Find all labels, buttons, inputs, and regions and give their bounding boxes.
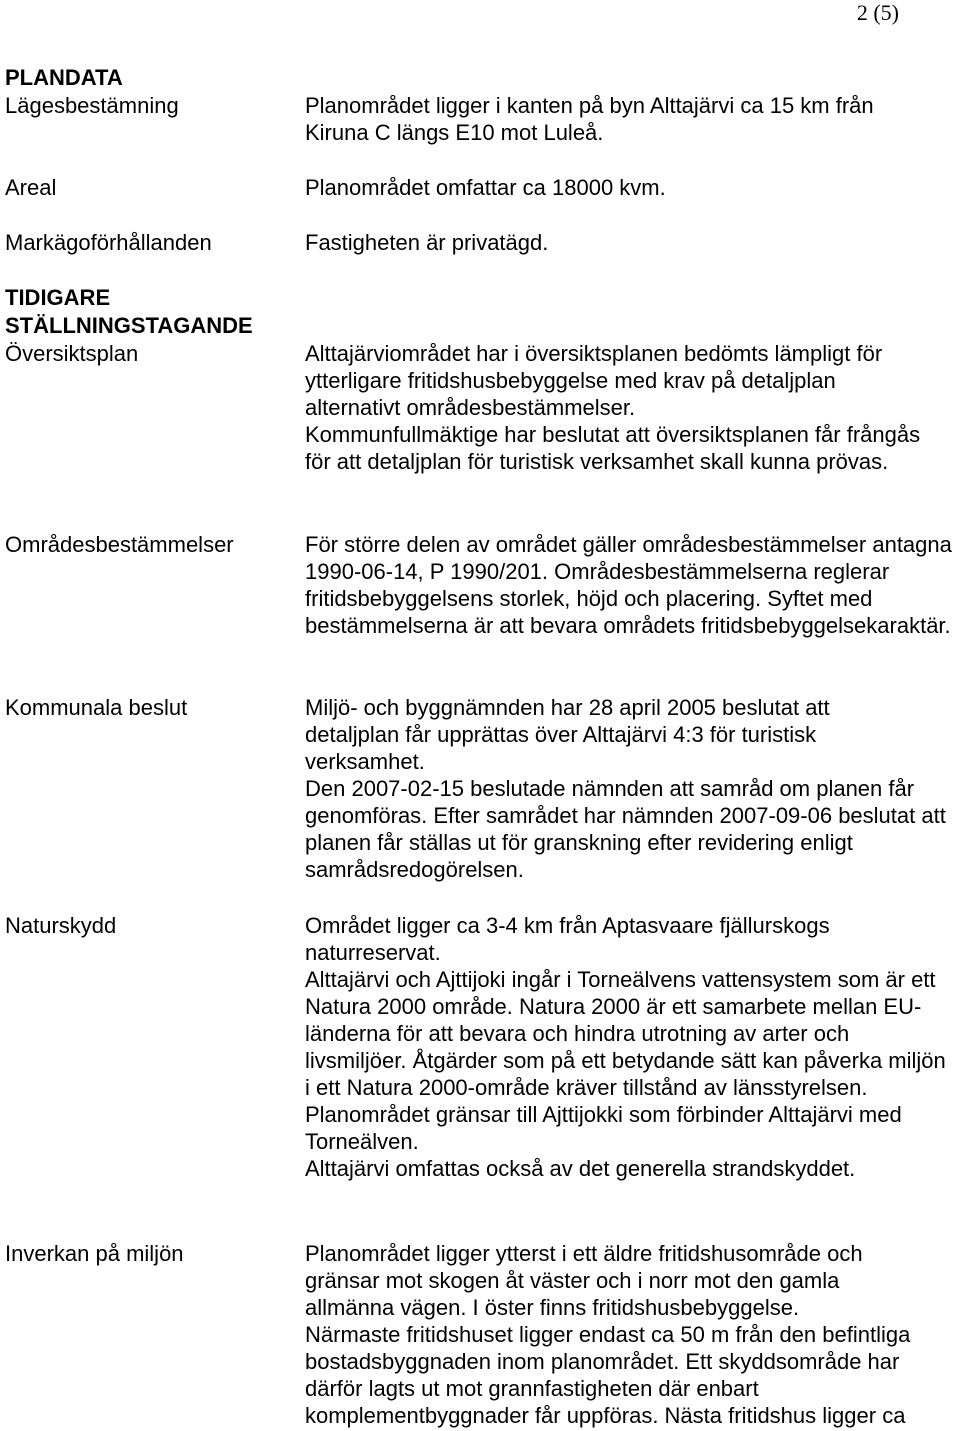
paragraph: Planområdet gränsar till Ajttijokki som förbinder Alttajärvi med Torneälven. — [305, 1102, 902, 1154]
paragraph: Området ligger ca 3-4 km från Aptasvaare fjällurskogs naturreservat. — [305, 913, 830, 965]
text-areal — [305, 174, 955, 201]
page-number: 2 (5) — [856, 0, 899, 25]
label-markagoforhallanden: Markägoförhållanden — [5, 230, 212, 255]
section-heading-tidigare-line2: STÄLLNINGSTAGANDE — [5, 313, 253, 338]
label-naturskydd: Naturskydd — [5, 913, 117, 938]
paragraph: Den 2007-02-15 beslutade nämnden att samråd om planen får genomföras. Efter samrådet har nämnden 2007-09-06 beslutat att planen får ställas ut för granskning efter revidering enligt samrådsredogörelsen. — [305, 776, 946, 882]
label-oversiktsplan: Översiktsplan — [5, 341, 139, 366]
label-kommunala-beslut: Kommunala beslut — [5, 695, 188, 720]
paragraph: För större delen av området gäller områdesbestämmelser antagna 1990-06-14, P 1990/201. Områdesbestämmelserna reglerar fritidsbebyggelsens storlek, höjd och placering. Syftet med bestämmelserna är att bevara områdets fritidsbebyggelsekaraktär. — [305, 532, 952, 638]
section-heading-plandata: PLANDATA — [5, 65, 123, 90]
text-lagesbestamning — [305, 92, 955, 146]
label-inverkan-pa-miljon: Inverkan på miljön — [5, 1241, 184, 1266]
paragraph: Miljö- och byggnämnden har 28 april 2005 beslutat att detaljplan får upprättas över Alttajärvi 4:3 för turistisk verksamhet. — [305, 695, 830, 774]
paragraph: Alttajärviområdet har i översiktsplanen bedömts lämpligt för ytterligare fritidshusbebyggelse med krav på detaljplan alternativt områdesbestämmelser. — [305, 341, 883, 420]
paragraph: Alttajärvi omfattas också av det generella strandskyddet. — [305, 1156, 856, 1181]
text-kommunala-beslut — [305, 694, 955, 883]
paragraph: Alttajärvi och Ajttijoki ingår i Torneälvens vattensystem som är ett Natura 2000 område. Natura 2000 är ett samarbete mellan EU-länderna för att bevara och hindra utrotning av arter och livsmiljöer. Åtgärder som på ett betydande sätt kan påverka miljön i ett Natura 2000-område kräver tillstånd av länsstyrelsen. — [305, 967, 946, 1100]
text-markagoforhallanden — [305, 229, 955, 256]
label-lagesbestamning: Lägesbestämning — [5, 93, 179, 118]
label-omradesbestammelser: Områdesbestämmelser — [5, 532, 234, 557]
label-areal: Areal — [5, 175, 57, 200]
paragraph: Närmaste fritidshuset ligger endast ca 50 m från den befintliga bostadsbyggnaden inom planområdet. Ett skyddsområde har därför lagts ut mot grannfastigheten där enbart komplementbyggnader får uppföras. Nästa fritidshus ligger ca — [305, 1322, 911, 1428]
text-oversiktsplan — [305, 340, 955, 475]
paragraph: Planområdet omfattar ca 18000 kvm. — [305, 175, 666, 200]
text-naturskydd — [305, 912, 955, 1182]
text-inverkan-pa-miljon — [305, 1240, 955, 1429]
paragraph: Planområdet ligger i kanten på byn Alttajärvi ca 15 km från Kiruna C längs E10 mot Luleå. — [305, 93, 874, 145]
paragraph: Planområdet ligger ytterst i ett äldre fritidshusområde och gränsar mot skogen åt väster och i norr mot den gamla allmänna vägen. I öster finns fritidshusbebyggelse. — [305, 1241, 863, 1320]
text-omradesbestammelser — [305, 531, 955, 639]
paragraph: Fastigheten är privatägd. — [305, 230, 549, 255]
paragraph: Kommunfullmäktige har beslutat att översiktsplanen får frångås för att detaljplan för turistisk verksamhet skall kunna prövas. — [305, 422, 921, 474]
section-heading-tidigare-line1: TIDIGARE — [5, 285, 111, 310]
